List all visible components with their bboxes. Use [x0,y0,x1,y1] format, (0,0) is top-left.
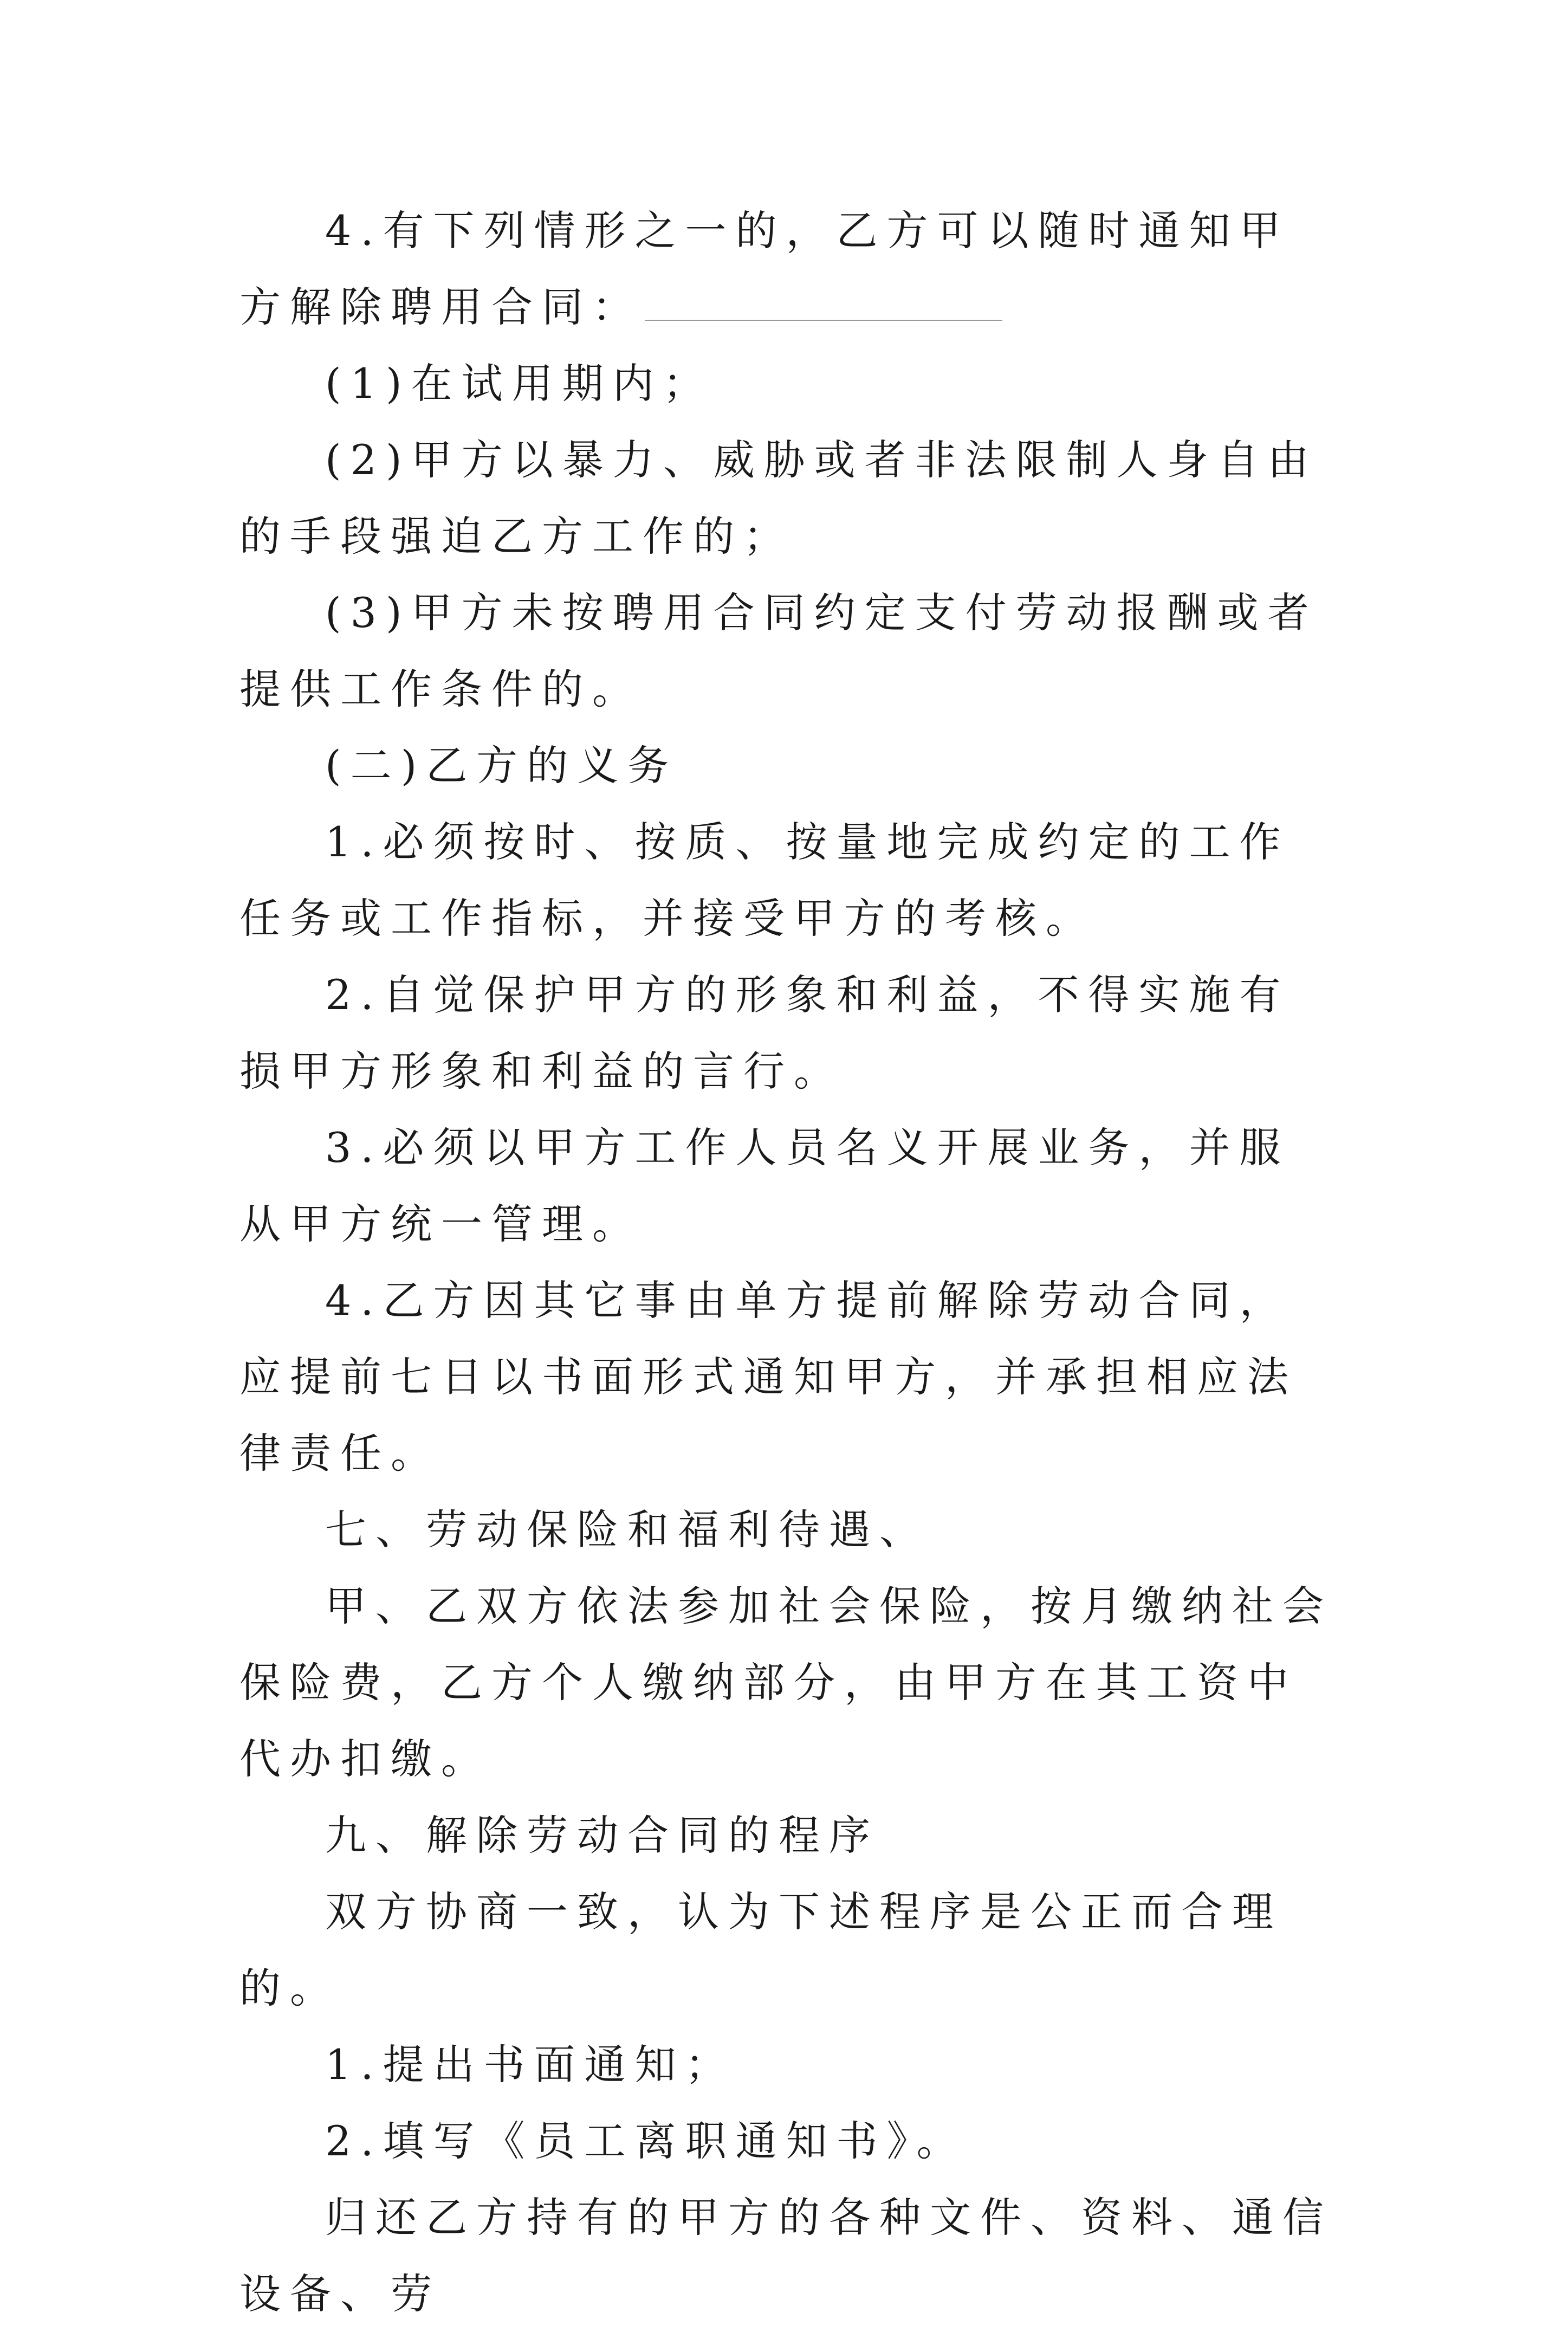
section-heading: 九、解除劳动合同的程序 [325,1811,879,1859]
paragraph: 1.提出书面通知； [325,2040,736,2089]
paragraph: (2)甲方以暴力、威胁或者非法限制人身自由的手段强迫乙方工作的； [239,436,1318,560]
section-heading: (二)乙方的义务 [325,741,678,790]
paragraph: 2.填写《员工离职通知书》。 [325,2117,967,2165]
paragraph [239,192,1334,345]
paragraph: (3)甲方未按聘用合同约定支付劳动报酬或者提供工作条件的。 [239,589,1318,713]
paragraph: (1)在试用期内； [325,359,714,408]
document-body [239,192,1334,2332]
paragraph: 1.必须按时、按质、按量地完成约定的工作任务或工作指标，并接受甲方的考核。 [239,818,1290,942]
paragraph: 4.乙方因其它事由单方提前解除劳动合同，应提前七日以书面形式通知甲方，并承担相应法律责任。 [239,1276,1298,1477]
fill-in-blank-line [645,320,1002,321]
paragraph: 甲、乙双方依法参加社会保险，按月缴纳社会保险费，乙方个人缴纳部分，由甲方在其工资中代办扣缴。 [239,1582,1333,1783]
paragraph: 双方协商一致，认为下述程序是公正而合理的。 [239,1888,1282,2012]
paragraph: 2.自觉保护甲方的形象和利益，不得实施有损甲方形象和利益的言行。 [239,971,1290,1095]
paragraph: 归还乙方持有的甲方的各种文件、资料、通信设备、劳 [239,2193,1333,2318]
section-heading: 七、劳动保险和福利待遇、 [325,1506,930,1554]
paragraph: 3.必须以甲方工作人员名义开展业务，并服从甲方统一管理。 [239,1123,1290,1248]
paragraph-text: 4.有下列情形之一的，乙方可以随时通知甲方解除聘用合同： [239,206,1290,331]
